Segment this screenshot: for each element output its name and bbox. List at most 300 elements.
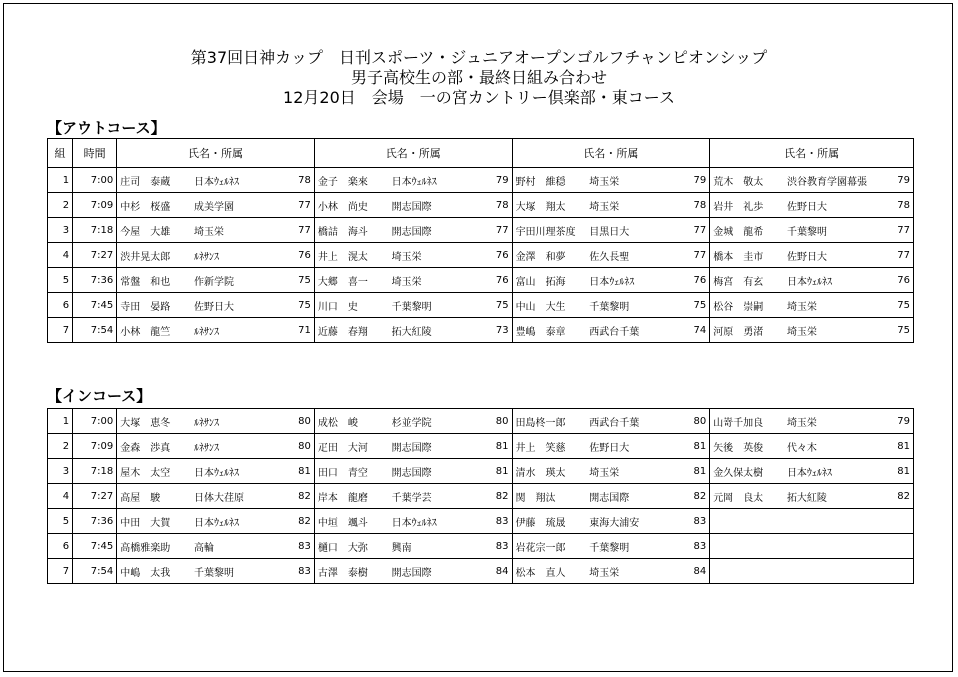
player-name: [117, 168, 191, 193]
player-score: 75: [872, 293, 913, 318]
player-family-name: 渋井晃太郎: [120, 251, 171, 263]
player-school: 埼玉栄: [586, 193, 666, 218]
tee-time: 7:18: [73, 218, 117, 243]
player-family-name: 荒木: [713, 176, 734, 188]
player-score: [872, 509, 913, 534]
player-given-name: 峻: [347, 417, 358, 429]
player-school: 埼玉栄: [586, 459, 666, 484]
player-name: [710, 268, 784, 293]
player-school: 日本ｳｪﾙﾈｽ: [784, 459, 872, 484]
player-school: 埼玉栄: [586, 559, 666, 584]
player-family-name: 小林: [317, 201, 338, 213]
player-school: 高輪: [191, 534, 271, 559]
player-school: 埼玉栄: [784, 409, 872, 434]
player-family-name: 川口: [317, 301, 338, 313]
tee-time: 7:09: [73, 193, 117, 218]
player-family-name: 金子: [317, 176, 338, 188]
player-family-name: 橋詰: [317, 226, 338, 238]
player-name: [117, 484, 191, 509]
player-family-name: 金久保太樹: [713, 467, 764, 479]
player-school: 日本ｳｪﾙﾈｽ: [586, 268, 666, 293]
player-given-name: 和也: [150, 276, 171, 288]
player-name: [710, 409, 784, 434]
player-school: 目黒日大: [586, 218, 666, 243]
tee-time: 7:36: [73, 509, 117, 534]
player-family-name: 高橋雅楽助: [120, 542, 171, 554]
group-number: 5: [48, 268, 73, 293]
group-row: [48, 293, 914, 318]
player-name: [512, 243, 586, 268]
player-score: 76: [271, 243, 314, 268]
tee-time: 7:27: [73, 243, 117, 268]
player-name: [512, 168, 586, 193]
player-school: 作新学院: [191, 268, 271, 293]
player-given-name: 泰樹: [347, 567, 368, 579]
player-family-name: 豊嶋: [515, 326, 536, 338]
player-score: 82: [872, 484, 913, 509]
player-name: [117, 534, 191, 559]
player-family-name: 河原: [713, 326, 734, 338]
player-score: 77: [271, 218, 314, 243]
header-player: 氏名・所属: [314, 139, 512, 168]
player-name: [314, 434, 388, 459]
player-name: [710, 484, 784, 509]
player-score: 77: [667, 243, 710, 268]
group-number: 7: [48, 559, 73, 584]
player-name: [512, 193, 586, 218]
group-number: 1: [48, 168, 73, 193]
player-school: 佐野日大: [191, 293, 271, 318]
player-given-name: 泰章: [545, 326, 566, 338]
player-family-name: 古澤: [317, 567, 338, 579]
header-player: 氏名・所属: [710, 139, 914, 168]
group-row: [48, 559, 914, 584]
group-row: [48, 193, 914, 218]
player-name: [512, 484, 586, 509]
player-family-name: 岸本: [317, 492, 338, 504]
player-given-name: 瑛太: [545, 467, 566, 479]
player-score: 81: [667, 434, 710, 459]
header-group: 組: [48, 139, 73, 168]
group-row: [48, 268, 914, 293]
player-score: 78: [872, 193, 913, 218]
player-school: 佐野日大: [784, 193, 872, 218]
player-name: [512, 409, 586, 434]
player-score: 71: [271, 318, 314, 343]
player-score: 79: [469, 168, 512, 193]
player-family-name: 近藤: [317, 326, 338, 338]
player-score: 81: [872, 459, 913, 484]
player-given-name: 太我: [150, 567, 171, 579]
player-school: 日体大荏原: [191, 484, 271, 509]
player-family-name: 宇田川理茶度: [515, 226, 576, 238]
tee-time: 7:54: [73, 559, 117, 584]
player-family-name: 常盤: [120, 276, 141, 288]
player-score: 75: [667, 293, 710, 318]
player-name: [710, 318, 784, 343]
player-score: 76: [667, 268, 710, 293]
player-given-name: 琉晟: [545, 517, 566, 529]
player-score: 84: [667, 559, 710, 584]
player-name: [512, 509, 586, 534]
player-given-name: 和夢: [545, 251, 566, 263]
player-family-name: 大郷: [317, 276, 338, 288]
player-given-name: 圭市: [743, 251, 764, 263]
player-score: [872, 534, 913, 559]
player-family-name: 矢後: [713, 442, 734, 454]
player-family-name: 金澤: [515, 251, 536, 263]
player-family-name: 高屋: [120, 492, 141, 504]
player-given-name: 龍希: [743, 226, 764, 238]
player-name: [512, 268, 586, 293]
player-given-name: 喜一: [347, 276, 368, 288]
player-given-name: 海斗: [347, 226, 368, 238]
group-number: 2: [48, 193, 73, 218]
title-block: [4, 48, 954, 108]
player-school: 興南: [389, 534, 469, 559]
player-family-name: 野村: [515, 176, 536, 188]
player-name: [117, 459, 191, 484]
player-school: 佐野日大: [586, 434, 666, 459]
player-score: 81: [469, 459, 512, 484]
player-family-name: 橋本: [713, 251, 734, 263]
player-school: 埼玉栄: [389, 243, 469, 268]
player-given-name: 英俊: [743, 442, 764, 454]
player-score: 80: [469, 409, 512, 434]
player-school: 千葉学芸: [389, 484, 469, 509]
header-player: 氏名・所属: [117, 139, 315, 168]
player-name: [117, 509, 191, 534]
player-given-name: 颯斗: [347, 517, 368, 529]
player-name: [512, 459, 586, 484]
player-family-name: 田口: [317, 467, 338, 479]
player-given-name: 笑慈: [545, 442, 566, 454]
group-number: 4: [48, 243, 73, 268]
player-name: [314, 559, 388, 584]
player-given-name: 良太: [743, 492, 764, 504]
out-course-table: [47, 138, 914, 343]
player-name: [117, 268, 191, 293]
player-score: 79: [872, 409, 913, 434]
player-given-name: 泰蔵: [150, 176, 171, 188]
player-name: [710, 534, 784, 559]
player-score: 77: [667, 218, 710, 243]
player-school: [784, 534, 872, 559]
player-given-name: 太空: [150, 467, 171, 479]
player-name: [314, 293, 388, 318]
player-given-name: 駿: [150, 492, 161, 504]
player-name: [117, 193, 191, 218]
player-name: [710, 168, 784, 193]
player-name: [512, 434, 586, 459]
player-score: 83: [271, 534, 314, 559]
player-score: 75: [872, 318, 913, 343]
player-name: [710, 509, 784, 534]
player-given-name: 青空: [347, 467, 368, 479]
player-school: 西武台千葉: [586, 318, 666, 343]
tee-time: 7:36: [73, 268, 117, 293]
player-family-name: 今屋: [120, 226, 141, 238]
tee-time: 7:00: [73, 409, 117, 434]
player-given-name: 滉太: [347, 251, 368, 263]
player-school: 千葉黎明: [191, 559, 271, 584]
player-given-name: 晏路: [150, 301, 171, 313]
player-school: [784, 559, 872, 584]
group-row: [48, 318, 914, 343]
player-family-name: 富山: [515, 276, 536, 288]
player-given-name: 史: [347, 301, 358, 313]
player-name: [710, 559, 784, 584]
tee-time: 7:09: [73, 434, 117, 459]
player-school: 埼玉栄: [191, 218, 271, 243]
player-school: 開志国際: [389, 459, 469, 484]
player-score: 84: [469, 559, 512, 584]
tee-time: 7:18: [73, 459, 117, 484]
player-family-name: 井上: [515, 442, 536, 454]
group-number: 7: [48, 318, 73, 343]
group-number: 1: [48, 409, 73, 434]
player-family-name: 関: [515, 492, 526, 504]
group-number: 4: [48, 484, 73, 509]
player-score: 83: [271, 559, 314, 584]
player-family-name: 中垣: [317, 517, 338, 529]
player-school: 開志国際: [586, 484, 666, 509]
player-school: ﾙﾈｻﾝｽ: [191, 318, 271, 343]
player-name: [117, 318, 191, 343]
player-school: 日本ｳｪﾙﾈｽ: [389, 509, 469, 534]
player-score: 78: [469, 193, 512, 218]
player-name: [710, 459, 784, 484]
player-given-name: 翔汰: [535, 492, 556, 504]
player-name: [314, 243, 388, 268]
player-school: 開志国際: [389, 559, 469, 584]
player-school: 日本ｳｪﾙﾈｽ: [389, 168, 469, 193]
in-course-table: [47, 408, 914, 584]
player-school: 千葉黎明: [586, 534, 666, 559]
player-school: 日本ｳｪﾙﾈｽ: [784, 268, 872, 293]
player-score: 76: [872, 268, 913, 293]
player-name: [710, 243, 784, 268]
player-family-name: 金森: [120, 442, 141, 454]
player-school: ﾙﾈｻﾝｽ: [191, 409, 271, 434]
header-player: 氏名・所属: [512, 139, 710, 168]
group-row: [48, 509, 914, 534]
tee-time: 7:00: [73, 168, 117, 193]
player-score: 77: [271, 193, 314, 218]
player-given-name: 大河: [347, 442, 368, 454]
player-given-name: 有玄: [743, 276, 764, 288]
player-school: 成美学園: [191, 193, 271, 218]
player-score: 80: [271, 434, 314, 459]
player-name: [512, 318, 586, 343]
player-school: 杉並学院: [389, 409, 469, 434]
player-given-name: 崇嗣: [743, 301, 764, 313]
player-given-name: 龍竺: [150, 326, 171, 338]
player-family-name: 梅宮: [713, 276, 734, 288]
player-school: 開志国際: [389, 193, 469, 218]
player-family-name: 山嵜千加良: [713, 417, 764, 429]
player-school: 佐久長聖: [586, 243, 666, 268]
player-score: 77: [872, 218, 913, 243]
player-school: 埼玉栄: [389, 268, 469, 293]
group-row: [48, 168, 914, 193]
player-school: 開志国際: [389, 434, 469, 459]
tee-time: 7:45: [73, 293, 117, 318]
player-given-name: 拓海: [545, 276, 566, 288]
player-name: [117, 218, 191, 243]
player-name: [314, 318, 388, 343]
player-school: 埼玉栄: [784, 318, 872, 343]
player-school: 拓大紅陵: [784, 484, 872, 509]
tee-time: 7:54: [73, 318, 117, 343]
out-header-row: [48, 139, 914, 168]
group-number: 3: [48, 459, 73, 484]
player-given-name: 春翔: [347, 326, 368, 338]
player-family-name: 金城: [713, 226, 734, 238]
player-score: 80: [271, 409, 314, 434]
player-given-name: 礼歩: [743, 201, 764, 213]
player-score: 81: [469, 434, 512, 459]
tournament-title: 第37回日神カップ 日刊スポーツ・ジュニアオープンゴルフチャンピオンシップ: [190, 48, 768, 67]
player-given-name: 大雄: [150, 226, 171, 238]
player-score: 79: [872, 168, 913, 193]
player-score: 77: [469, 218, 512, 243]
player-name: [314, 534, 388, 559]
group-number: 5: [48, 509, 73, 534]
group-row: [48, 459, 914, 484]
group-number: 6: [48, 293, 73, 318]
player-school: 千葉黎明: [586, 293, 666, 318]
group-number: 6: [48, 534, 73, 559]
out-body: [48, 168, 914, 343]
player-score: 81: [872, 434, 913, 459]
player-name: [314, 218, 388, 243]
player-family-name: 樋口: [317, 542, 338, 554]
player-given-name: 大生: [545, 301, 566, 313]
player-name: [117, 559, 191, 584]
player-family-name: 清水: [515, 467, 536, 479]
player-school: 代々木: [784, 434, 872, 459]
player-score: 78: [271, 168, 314, 193]
player-family-name: 元岡: [713, 492, 734, 504]
group-row: [48, 409, 914, 434]
player-name: [710, 293, 784, 318]
player-family-name: 中山: [515, 301, 536, 313]
player-family-name: 屋木: [120, 467, 141, 479]
player-school: 東海大浦安: [586, 509, 666, 534]
in-body: [48, 409, 914, 584]
player-family-name: 成松: [317, 417, 338, 429]
player-school: 埼玉栄: [586, 168, 666, 193]
player-given-name: 尚史: [347, 201, 368, 213]
player-family-name: 井上: [317, 251, 338, 263]
player-school: 渋谷教育学園幕張: [784, 168, 872, 193]
player-score: [872, 559, 913, 584]
player-name: [710, 434, 784, 459]
player-score: 78: [667, 193, 710, 218]
player-name: [314, 168, 388, 193]
player-school: 開志国際: [389, 218, 469, 243]
player-score: 83: [469, 509, 512, 534]
player-school: 佐野日大: [784, 243, 872, 268]
group-row: [48, 534, 914, 559]
player-name: [710, 218, 784, 243]
player-school: 埼玉栄: [784, 293, 872, 318]
player-family-name: 田島柊一郎: [515, 417, 566, 429]
player-score: 77: [872, 243, 913, 268]
player-name: [512, 534, 586, 559]
player-score: 83: [667, 534, 710, 559]
player-family-name: 庄司: [120, 176, 141, 188]
player-name: [314, 268, 388, 293]
player-family-name: 岩井: [713, 201, 734, 213]
group-number: 3: [48, 218, 73, 243]
player-given-name: 維穏: [545, 176, 566, 188]
player-school: 西武台千葉: [586, 409, 666, 434]
header-time: 時間: [73, 139, 117, 168]
player-family-name: 中田: [120, 517, 141, 529]
player-school: 拓大紅陵: [389, 318, 469, 343]
player-given-name: 龍磨: [347, 492, 368, 504]
player-score: 79: [667, 168, 710, 193]
player-score: 75: [469, 293, 512, 318]
player-score: 82: [469, 484, 512, 509]
player-name: [117, 243, 191, 268]
player-family-name: 岩花宗一郎: [515, 542, 566, 554]
player-given-name: 翔太: [545, 201, 566, 213]
player-family-name: 疋田: [317, 442, 338, 454]
player-given-name: 桜盛: [150, 201, 171, 213]
player-family-name: 大塚: [120, 417, 141, 429]
player-school: ﾙﾈｻﾝｽ: [191, 434, 271, 459]
player-score: 76: [469, 243, 512, 268]
player-name: [314, 509, 388, 534]
player-school: 千葉黎明: [389, 293, 469, 318]
player-score: 82: [271, 509, 314, 534]
player-name: [117, 293, 191, 318]
player-score: 83: [667, 509, 710, 534]
player-family-name: 松谷: [713, 301, 734, 313]
player-name: [314, 484, 388, 509]
group-number: 2: [48, 434, 73, 459]
player-score: 80: [667, 409, 710, 434]
player-family-name: 伊藤: [515, 517, 536, 529]
player-score: 74: [667, 318, 710, 343]
player-family-name: 大塚: [515, 201, 536, 213]
date-venue-title: 12月20日 会場 一の宮カントリー倶楽部・東コース: [283, 88, 675, 107]
player-name: [314, 409, 388, 434]
out-course-label: 【アウトコース】: [47, 119, 166, 137]
player-school: 日本ｳｪﾙﾈｽ: [191, 168, 271, 193]
player-school: 日本ｳｪﾙﾈｽ: [191, 509, 271, 534]
player-school: 日本ｳｪﾙﾈｽ: [191, 459, 271, 484]
player-school: [784, 509, 872, 534]
player-family-name: 中嶋: [120, 567, 141, 579]
player-given-name: 大賀: [150, 517, 171, 529]
in-course-label: 【インコース】: [47, 387, 152, 405]
player-name: [314, 459, 388, 484]
player-score: 82: [271, 484, 314, 509]
player-school: 千葉黎明: [784, 218, 872, 243]
player-given-name: 敬太: [743, 176, 764, 188]
player-given-name: 楽來: [347, 176, 368, 188]
player-given-name: 大弥: [347, 542, 368, 554]
group-row: [48, 484, 914, 509]
page-frame: [3, 3, 953, 672]
player-name: [117, 434, 191, 459]
player-name: [512, 559, 586, 584]
player-family-name: 寺田: [120, 301, 141, 313]
